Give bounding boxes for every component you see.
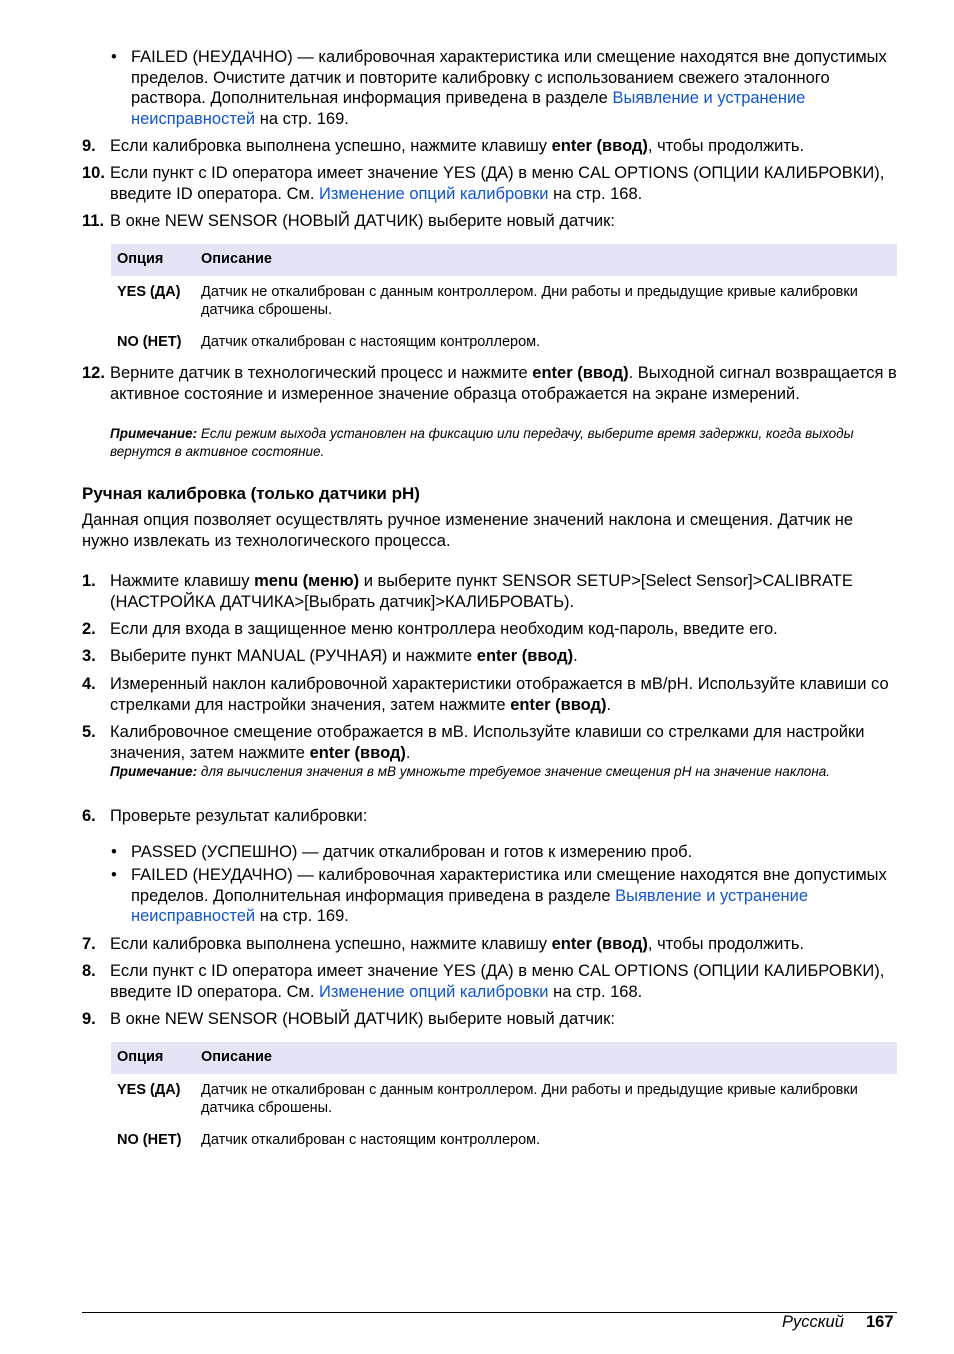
footer-language: Русский xyxy=(782,1313,844,1331)
bullet-text-tail: на стр. 169. xyxy=(255,907,349,925)
note-text: для вычисления значения в мВ умножьте требуемое значение смещения pH на значение наклона. xyxy=(197,764,831,779)
step-text: Если калибровка выполнена успешно, нажмите клавишу xyxy=(110,137,552,155)
step-text-tail: и выберите пункт SENSOR SETUP>[Select Sensor]>CALIBRATE (НАСТРОЙКА ДАТЧИКА>[Выбрать датчик]>КАЛИБРОВАТЬ). xyxy=(110,572,853,611)
header-option: Опция xyxy=(117,251,164,267)
step-text: Измеренный наклон калибровочной характеристики отображается в мВ/pH. Используйте клавиши со стрелками для настройки значения, затем нажмите xyxy=(110,675,889,714)
step-text: Если калибровка выполнена успешно, нажмите клавишу xyxy=(110,935,552,953)
key-name: enter (ввод) xyxy=(476,647,574,665)
bullet-text-tail: на стр. 169. xyxy=(255,109,349,128)
step-text-tail: . xyxy=(573,647,578,665)
options-table xyxy=(111,244,897,353)
bullet-text: FAILED (НЕУДАЧНО) — калибровочная характеристика или смещение находятся вне допустимых пределов. Дополнительная информация приведена в разделе xyxy=(131,866,887,905)
step-number: 10. xyxy=(82,164,105,182)
bullet-marker: • xyxy=(111,843,117,861)
description-cell: Датчик не откалиброван с данным контроллером. Дни работы и предыдущие кривые калибровки датчика сброшены. xyxy=(201,1082,858,1116)
step-text: Выберите пункт MANUAL (РУЧНАЯ) и нажмите xyxy=(110,647,477,665)
step-number: 12. xyxy=(82,364,105,382)
option-cell: NO (НЕТ) xyxy=(117,1132,182,1148)
step-number: 4. xyxy=(82,675,96,693)
key-name: enter (ввод) xyxy=(532,364,629,382)
bullet-failed-top xyxy=(131,47,901,129)
key-name: enter (ввод) xyxy=(551,137,648,155)
step-4-text xyxy=(110,674,900,715)
step-text: Если пункт с ID оператора имеет значение YES (ДА) в меню CAL OPTIONS (ОПЦИИ КАЛИБРОВКИ), введите ID оператора. См. xyxy=(110,164,885,203)
step-3-text xyxy=(110,646,900,667)
option-cell: NO (НЕТ) xyxy=(117,334,182,350)
step-text-tail: , чтобы продолжить. xyxy=(647,137,805,155)
step-text: Если пункт с ID оператора имеет значение YES (ДА) в меню CAL OPTIONS (ОПЦИИ КАЛИБРОВКИ), введите ID оператора. См. xyxy=(110,962,885,1001)
bullet-text: FAILED (НЕУДАЧНО) — калибровочная характеристика или смещение находятся вне допустимых пределов. Очистите датчик и повторите калибровку с использованием свежего эталонного раствора. Дополнительная информация приведена в разделе xyxy=(131,48,887,107)
key-name: enter (ввод) xyxy=(309,743,406,762)
step-number: 11. xyxy=(82,212,105,230)
step-text: Верните датчик в технологический процесс и нажмите xyxy=(110,364,533,382)
table-row xyxy=(111,1081,897,1125)
section-intro: Данная опция позволяет осуществлять ручное изменение значений наклона и смещения. Датчик не нужно извлекать из технологического процесса. xyxy=(82,511,854,550)
bullet-failed xyxy=(131,865,901,927)
troubleshooting-link[interactable]: Выявление и устранение неисправностей xyxy=(131,886,809,925)
note xyxy=(110,763,900,781)
header-description: Описание xyxy=(201,251,272,267)
step-text: Нажмите клавишу xyxy=(110,572,255,590)
bullet-passed: PASSED (УСПЕШНО) — датчик откалиброван и готов к измерению проб. xyxy=(131,843,693,861)
option-cell: YES (ДА) xyxy=(117,1082,181,1098)
step-number: 8. xyxy=(82,962,96,980)
step-6-text: Проверьте результат калибровки: xyxy=(110,807,368,825)
step-11-text: В окне NEW SENSOR (НОВЫЙ ДАТЧИК) выберите новый датчик: xyxy=(110,212,615,230)
step-12-text xyxy=(110,363,900,404)
description-cell: Датчик откалиброван с настоящим контроллером. xyxy=(201,334,541,350)
step-7-text xyxy=(110,934,900,955)
step-9-text: В окне NEW SENSOR (НОВЫЙ ДАТЧИК) выберите новый датчик: xyxy=(110,1010,615,1028)
step-number: 3. xyxy=(82,647,96,665)
step-text-tail: . Выходной сигнал возвращается в активное состояние и измеренное значение образца отображается на экране измерений. xyxy=(110,364,897,403)
step-text-tail: . xyxy=(606,695,612,714)
note xyxy=(110,425,900,461)
step-text-tail: на стр. 168. xyxy=(548,982,643,1001)
step-1-text xyxy=(110,571,900,612)
step-9-text xyxy=(110,136,900,157)
option-cell: YES (ДА) xyxy=(117,284,181,300)
step-text: Калибровочное смещение отображается в мВ. Используйте клавиши со стрелками для настройки значения, затем нажмите xyxy=(110,723,865,762)
table-header xyxy=(111,1042,897,1074)
step-number: 6. xyxy=(82,807,96,825)
troubleshooting-link[interactable]: Выявление и устранение неисправностей xyxy=(131,89,806,128)
step-number: 9. xyxy=(82,137,96,155)
note-label: Примечание: xyxy=(110,426,198,441)
step-number: 2. xyxy=(82,620,96,638)
description-cell: Датчик не откалиброван с данным контроллером. Дни работы и предыдущие кривые калибровки датчика сброшены. xyxy=(201,284,858,318)
table-header xyxy=(111,244,897,276)
description-cell: Датчик откалиброван с настоящим контроллером. xyxy=(201,1132,541,1148)
step-text-tail: , чтобы продолжить. xyxy=(647,935,805,953)
step-10-text xyxy=(110,163,900,204)
step-number: 7. xyxy=(82,935,96,953)
calibration-options-link[interactable]: Изменение опций калибровки xyxy=(319,982,549,1001)
footer-divider xyxy=(82,1312,897,1313)
bullet-marker: • xyxy=(111,48,117,66)
step-5-text xyxy=(110,722,900,763)
page-number: 167 xyxy=(866,1313,894,1331)
table-row xyxy=(111,1131,897,1151)
step-number: 1. xyxy=(82,572,96,590)
note-label: Примечание: xyxy=(110,764,198,779)
key-name: enter (ввод) xyxy=(510,695,607,714)
options-table xyxy=(111,1042,897,1151)
note-text: Если режим выхода установлен на фиксацию или передачу, выберите время задержки, когда выходы вернутся в активное состояние. xyxy=(110,426,854,459)
step-2-text: Если для входа в защищенное меню контроллера необходим код-пароль, введите его. xyxy=(110,620,778,638)
step-text-tail: на стр. 168. xyxy=(548,184,643,203)
step-number: 9. xyxy=(82,1010,96,1028)
step-number: 5. xyxy=(82,723,96,741)
key-name: enter (ввод) xyxy=(551,935,648,953)
header-description: Описание xyxy=(201,1049,272,1065)
calibration-options-link[interactable]: Изменение опций калибровки xyxy=(319,184,549,203)
table-row xyxy=(111,333,897,353)
section-title: Ручная калибровка (только датчики pH) xyxy=(82,484,420,503)
step-8-text xyxy=(110,961,900,1002)
key-name: menu (меню) xyxy=(254,572,360,590)
bullet-marker: • xyxy=(111,866,117,884)
step-text-tail: . xyxy=(405,743,411,762)
table-row xyxy=(111,283,897,327)
header-option: Опция xyxy=(117,1049,164,1065)
